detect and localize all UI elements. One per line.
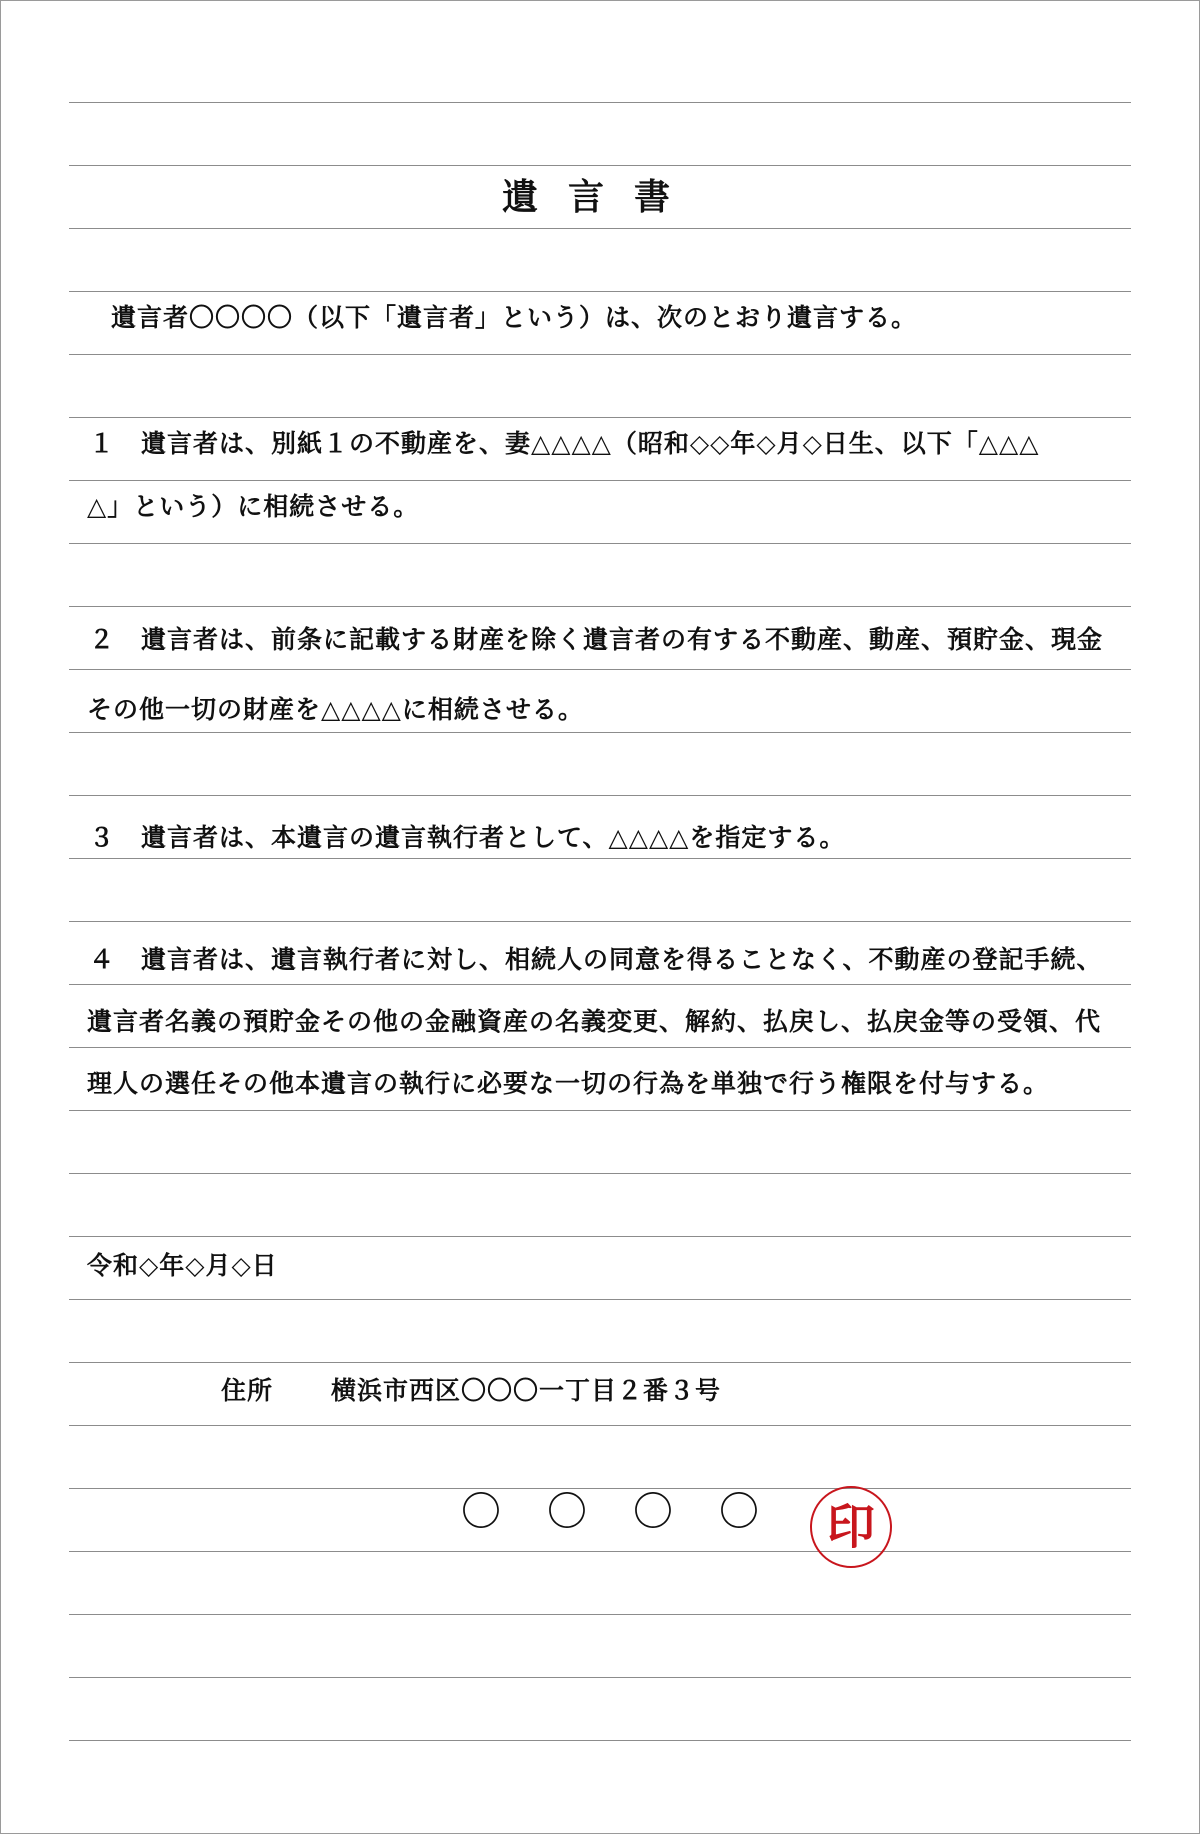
ruled-line <box>69 858 1131 859</box>
ruled-line <box>69 1425 1131 1426</box>
ruled-line <box>69 291 1131 292</box>
ruled-line <box>69 1551 1131 1552</box>
article-1-line-1 <box>89 429 1040 459</box>
article-text: 遺言者は、別紙１の不動産を、妻△△△△（昭和◇◇年◇月◇日生、以下「△△△ <box>141 429 1040 458</box>
article-1-line-2: △」という）に相続させる。 <box>87 492 420 521</box>
ruled-line <box>69 1236 1131 1237</box>
ruled-line <box>69 1047 1131 1048</box>
article-number: ２ <box>89 625 116 654</box>
ruled-line <box>69 543 1131 544</box>
ruled-line <box>69 1110 1131 1111</box>
article-4-line-1 <box>89 945 1103 975</box>
seal-stamp-icon <box>810 1486 892 1568</box>
ruled-line <box>69 1614 1131 1615</box>
ruled-line <box>69 354 1131 355</box>
ruled-line <box>69 480 1131 481</box>
signature-name: 〇〇〇〇 <box>461 1489 805 1535</box>
address-line <box>221 1376 721 1406</box>
article-2-line-2: その他一切の財産を△△△△に相続させる。 <box>87 695 584 724</box>
article-number: ３ <box>89 823 116 852</box>
ruled-line <box>69 984 1131 985</box>
article-4-line-2: 遺言者名義の預貯金その他の金融資産の名義変更、解約、払戻し、払戻金等の受領、代 <box>87 1007 1102 1036</box>
address-label: 住所 <box>221 1376 274 1405</box>
ruled-line <box>69 1173 1131 1174</box>
ruled-line <box>69 1677 1131 1678</box>
article-3-line-1 <box>89 823 845 853</box>
article-text: 遺言者は、本遺言の遺言執行者として、△△△△を指定する。 <box>141 823 846 852</box>
ruled-line <box>69 1362 1131 1363</box>
ruled-line <box>69 795 1131 796</box>
seal-character: 印 <box>826 1499 875 1555</box>
article-number: ４ <box>89 945 116 974</box>
ruled-line <box>69 669 1131 670</box>
ruled-line <box>69 165 1131 166</box>
article-number: １ <box>89 429 116 458</box>
ruled-line <box>69 732 1131 733</box>
article-text: 遺言者は、遺言執行者に対し、相続人の同意を得ることなく、不動産の登記手続、 <box>141 945 1103 974</box>
article-4-line-3: 理人の選任その他本遺言の執行に必要な一切の行為を単独で行う権限を付与する。 <box>87 1069 1050 1098</box>
ruled-line <box>69 417 1131 418</box>
ruled-line <box>69 102 1131 103</box>
ruled-line <box>69 606 1131 607</box>
article-text: 遺言者は、前条に記載する財産を除く遺言者の有する不動産、動産、預貯金、現金 <box>141 625 1104 654</box>
ruled-line <box>69 228 1131 229</box>
ruled-line <box>69 1740 1131 1741</box>
ruled-line <box>69 921 1131 922</box>
document-date: 令和◇年◇月◇日 <box>87 1251 278 1280</box>
document-title: 遺言書 <box>501 176 700 218</box>
ruled-line <box>69 1299 1131 1300</box>
article-2-line-1 <box>89 625 1103 655</box>
intro-paragraph: 遺言者〇〇〇〇（以下「遺言者」という）は、次のとおり遺言する。 <box>111 303 918 332</box>
address-value: 横浜市西区〇〇〇一丁目２番３号 <box>331 1376 722 1405</box>
